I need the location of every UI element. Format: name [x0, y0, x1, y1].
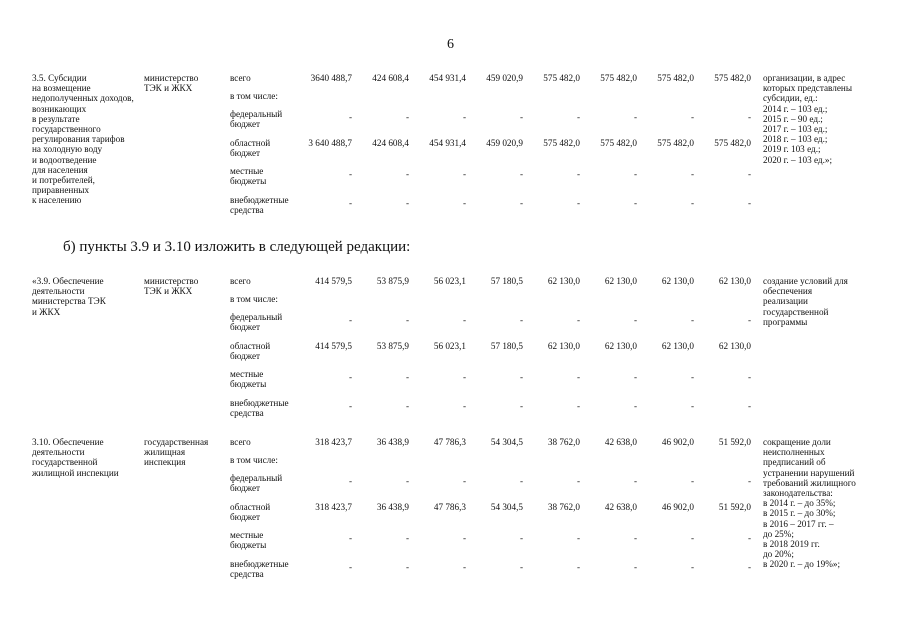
amount-cell: -	[348, 476, 352, 486]
row-title-line: на холодную воду	[32, 144, 103, 155]
amount-cell: 575 482,0	[657, 73, 694, 83]
funding-source-line: федеральный	[230, 312, 283, 322]
amount-cell: 38 762,0	[547, 437, 580, 447]
expected-result-line: устранении нарушений	[763, 467, 855, 478]
amount-cell: 57 180,5	[490, 341, 523, 351]
funding-source-line: бюджет	[230, 119, 261, 130]
amount-cell: -	[690, 562, 694, 572]
amount-cell: 62 130,0	[547, 341, 580, 351]
amount-cell: -	[519, 372, 523, 382]
funding-source-line: местные	[230, 530, 264, 540]
amount-cell: -	[747, 533, 751, 543]
amount-cell: -	[576, 562, 580, 572]
amount-cell: -	[462, 315, 466, 325]
expected-result-line: требований жилищного	[763, 477, 856, 488]
amount-cell: -	[519, 533, 523, 543]
executor-line: инспекция	[144, 457, 186, 468]
funding-source-line: бюджет	[230, 148, 261, 159]
amount-cell: -	[348, 533, 352, 543]
amount-cell: -	[519, 112, 523, 122]
expected-result-line: организации, в адрес	[763, 73, 846, 83]
amount-cell: -	[690, 533, 694, 543]
amount-cell: 62 130,0	[604, 276, 637, 286]
amount-cell: 318 423,7	[315, 502, 352, 512]
amount-cell: 575 482,0	[657, 138, 694, 148]
amount-cell: 54 304,5	[490, 437, 523, 447]
row-title-line: регулирования тарифов	[32, 134, 125, 145]
amount-cell: 56 023,1	[433, 341, 466, 351]
funding-source-line: средства	[230, 408, 264, 419]
row-title	[32, 276, 140, 317]
amount-cell: -	[348, 169, 352, 179]
amount-cell: 46 902,0	[661, 437, 694, 447]
amount-cell: 42 638,0	[604, 437, 637, 447]
amount-cell: -	[462, 169, 466, 179]
funding-source-line: внебюджетные	[230, 195, 289, 205]
amount-cell: -	[405, 372, 409, 382]
executor-line: ТЭК и ЖКХ	[144, 83, 193, 94]
amount-cell: -	[348, 562, 352, 572]
amount-cell: -	[747, 315, 751, 325]
amount-cell: -	[747, 372, 751, 382]
row-title-line: деятельности	[32, 286, 85, 297]
expected-result-line: реализации	[763, 296, 808, 307]
amount-cell: -	[747, 198, 751, 208]
amount-cell: 62 130,0	[718, 341, 751, 351]
row-title-line: недополученных доходов,	[32, 93, 134, 104]
amount-cell: -	[519, 169, 523, 179]
amount-cell: 51 592,0	[718, 437, 751, 447]
amount-cell: 62 130,0	[661, 276, 694, 286]
row-title-line: государственной	[32, 457, 98, 468]
funding-source-line: федеральный	[230, 109, 283, 119]
row-title-line: для населения	[32, 164, 88, 175]
amount-cell: 47 786,3	[433, 437, 466, 447]
amount-cell: -	[576, 315, 580, 325]
amount-cell: -	[690, 112, 694, 122]
amount-cell: 42 638,0	[604, 502, 637, 512]
amount-cell: 62 130,0	[604, 341, 637, 351]
amount-cell: -	[747, 169, 751, 179]
row-title-line: на возмещение	[32, 83, 91, 94]
funding-source-line: бюджет	[230, 322, 261, 333]
amount-cell: 575 482,0	[714, 73, 751, 83]
row-title-line: «3.9. Обеспечение	[32, 276, 104, 286]
amount-cell: -	[633, 112, 637, 122]
row-title	[32, 437, 140, 478]
funding-source-line: бюджеты	[230, 176, 267, 187]
amount-cell: 575 482,0	[600, 138, 637, 148]
amount-cell: -	[690, 169, 694, 179]
expected-result-line: создание условий для	[763, 276, 848, 286]
amount-cell: 459 020,9	[486, 138, 523, 148]
amount-cell: 414 579,5	[315, 341, 352, 351]
executor	[144, 437, 226, 468]
funding-source-label	[230, 455, 304, 465]
funding-source-line: всего	[230, 437, 251, 447]
amount-cell: -	[690, 401, 694, 411]
amount-cell: 454 931,4	[429, 138, 466, 148]
amount-cell: 62 130,0	[661, 341, 694, 351]
amount-cell: -	[576, 476, 580, 486]
row-title-line: и потребителей,	[32, 175, 95, 186]
amount-cell: -	[576, 112, 580, 122]
amount-cell: 53 875,9	[376, 276, 409, 286]
amount-cell: -	[519, 315, 523, 325]
funding-source-line: внебюджетные	[230, 559, 289, 569]
amount-cell: 424 608,4	[372, 73, 409, 83]
expected-result-line: в 2015 г. – до 30%;	[763, 508, 836, 519]
expected-result	[763, 276, 885, 327]
funding-source-label	[230, 91, 304, 101]
executor-line: министерство	[144, 276, 199, 286]
row-title-line: в результате	[32, 113, 80, 124]
row-title-line: и водоотведение	[32, 154, 97, 165]
amount-cell: -	[576, 533, 580, 543]
amount-cell: 47 786,3	[433, 502, 466, 512]
row-title-line: 3.5. Субсидии	[32, 73, 87, 83]
amount-cell: -	[405, 315, 409, 325]
amount-cell: -	[690, 476, 694, 486]
amount-cell: -	[633, 533, 637, 543]
funding-source-line: областной	[230, 341, 271, 351]
amount-cell: 53 875,9	[376, 341, 409, 351]
executor	[144, 276, 226, 296]
amount-cell: -	[519, 198, 523, 208]
expected-result	[763, 73, 885, 165]
amount-cell: -	[519, 562, 523, 572]
row-title-line: 3.10. Обеспечение	[32, 437, 104, 447]
amendment-heading: б) пункты 3.9 и 3.10 изложить в следующей редакции:	[63, 239, 411, 255]
amount-cell: 575 482,0	[714, 138, 751, 148]
expected-result	[763, 437, 885, 570]
amount-cell: 575 482,0	[543, 73, 580, 83]
expected-result-line: до 25%;	[763, 528, 794, 539]
row-title	[32, 73, 140, 206]
amount-cell: 424 608,4	[372, 138, 409, 148]
amount-cell: -	[405, 533, 409, 543]
amount-cell: -	[633, 315, 637, 325]
row-title-line: деятельности	[32, 447, 85, 458]
amount-cell: -	[633, 562, 637, 572]
amount-cell: -	[462, 533, 466, 543]
amount-cell: -	[405, 169, 409, 179]
amount-cell: -	[462, 401, 466, 411]
row-title-line: жилищной инспекции	[32, 467, 119, 478]
expected-result-line: программы	[763, 316, 808, 327]
amount-cell: -	[576, 401, 580, 411]
amount-cell: -	[747, 401, 751, 411]
funding-source-line: средства	[230, 569, 264, 580]
amount-cell: -	[462, 562, 466, 572]
funding-source-line: внебюджетные	[230, 398, 289, 408]
amount-cell: 46 902,0	[661, 502, 694, 512]
funding-source-line: областной	[230, 138, 271, 148]
amount-cell: 56 023,1	[433, 276, 466, 286]
expected-result-line: 2019 г. 103 ед.;	[763, 144, 821, 155]
expected-result-line: до 20%;	[763, 549, 794, 560]
amount-cell: 414 579,5	[315, 276, 352, 286]
expected-result-line: 2018 г. – 103 ед.;	[763, 134, 828, 145]
amount-cell: -	[633, 401, 637, 411]
amount-cell: 51 592,0	[718, 502, 751, 512]
amount-cell: 62 130,0	[547, 276, 580, 286]
expected-result-line: в 2016 – 2017 гг. –	[763, 518, 834, 529]
row-title-line: министерства ТЭК	[32, 296, 106, 307]
funding-source-line: федеральный	[230, 473, 283, 483]
amount-cell: -	[405, 562, 409, 572]
expected-result-line: 2015 г. – 90 ед.;	[763, 113, 823, 124]
amount-cell: 454 931,4	[429, 73, 466, 83]
executor-line: ТЭК и ЖКХ	[144, 286, 193, 297]
funding-source-line: в том числе:	[230, 455, 278, 465]
executor-line: жилищная	[144, 447, 186, 458]
amount-cell: -	[690, 315, 694, 325]
amount-cell: -	[462, 372, 466, 382]
amount-cell: -	[633, 476, 637, 486]
amount-cell: -	[576, 198, 580, 208]
amount-cell: -	[348, 198, 352, 208]
amount-cell: -	[633, 169, 637, 179]
expected-result-line: 2020 г. – 103 ед.»;	[763, 154, 833, 165]
expected-result-line: предписаний об	[763, 457, 826, 468]
amount-cell: -	[462, 198, 466, 208]
amount-cell: -	[348, 372, 352, 382]
expected-result-line: в 2018 2019 гг.	[763, 539, 820, 550]
amount-cell: -	[405, 401, 409, 411]
amount-cell: 318 423,7	[315, 437, 352, 447]
page-number: 6	[447, 37, 454, 52]
funding-source-label	[230, 294, 304, 304]
row-title-line: возникающих	[32, 103, 87, 114]
amount-cell: -	[462, 476, 466, 486]
expected-result-line: в 2014 г. – до 35%;	[763, 498, 836, 509]
expected-result-line: которых представлены	[763, 83, 853, 94]
amount-cell: 38 762,0	[547, 502, 580, 512]
amount-cell: 459 020,9	[486, 73, 523, 83]
amount-cell: -	[348, 112, 352, 122]
amount-cell: -	[519, 476, 523, 486]
funding-source-line: бюджет	[230, 512, 261, 523]
expected-result-line: государственной	[763, 306, 829, 317]
funding-source-line: в том числе:	[230, 91, 278, 101]
amount-cell: 575 482,0	[543, 138, 580, 148]
executor-line: министерство	[144, 73, 199, 83]
expected-result-line: сокращение доли	[763, 437, 831, 447]
amount-cell: -	[462, 112, 466, 122]
funding-source-line: местные	[230, 369, 264, 379]
funding-source-line: бюджет	[230, 351, 261, 362]
expected-result-line: 2014 г. – 103 ед.;	[763, 103, 828, 114]
amount-cell: -	[747, 112, 751, 122]
funding-source-line: в том числе:	[230, 294, 278, 304]
funding-source-line: бюджет	[230, 483, 261, 494]
funding-source-line: областной	[230, 502, 271, 512]
executor	[144, 73, 226, 93]
amount-cell: -	[690, 372, 694, 382]
expected-result-line: обеспечения	[763, 286, 813, 297]
amount-cell: -	[576, 169, 580, 179]
expected-result-line: законодательства:	[763, 488, 833, 499]
row-title-line: к населению	[32, 195, 82, 206]
funding-source-line: местные	[230, 166, 264, 176]
row-title-line: приравненных	[32, 185, 90, 196]
funding-source-line: бюджеты	[230, 540, 267, 551]
amount-cell: -	[633, 372, 637, 382]
amount-cell: 36 438,9	[376, 502, 409, 512]
amount-cell: 575 482,0	[600, 73, 637, 83]
amount-cell: -	[405, 476, 409, 486]
row-title-line: и ЖКХ	[32, 306, 61, 317]
amount-cell: -	[519, 401, 523, 411]
amount-cell: -	[576, 372, 580, 382]
amount-cell: -	[405, 112, 409, 122]
amount-cell: 3 640 488,7	[308, 138, 352, 148]
executor-line: государственная	[144, 437, 209, 447]
amount-cell: -	[348, 315, 352, 325]
amount-cell: -	[747, 562, 751, 572]
funding-source-line: бюджеты	[230, 379, 267, 390]
expected-result-line: в 2020 г. – до 19%»;	[763, 559, 841, 570]
amount-cell: -	[348, 401, 352, 411]
expected-result-line: неисполненных	[763, 447, 825, 458]
expected-result-line: 2017 г. – 103 ед.;	[763, 124, 828, 135]
amount-cell: 57 180,5	[490, 276, 523, 286]
funding-source-line: всего	[230, 73, 251, 83]
amount-cell: -	[690, 198, 694, 208]
amount-cell: -	[405, 198, 409, 208]
amount-cell: 36 438,9	[376, 437, 409, 447]
funding-source-line: всего	[230, 276, 251, 286]
amount-cell: -	[747, 476, 751, 486]
row-title-line: государственного	[32, 124, 101, 135]
amount-cell: 62 130,0	[718, 276, 751, 286]
expected-result-line: субсидии, ед.:	[763, 93, 818, 104]
funding-source-line: средства	[230, 205, 264, 216]
amount-cell: 3640 488,7	[310, 73, 352, 83]
amount-cell: -	[633, 198, 637, 208]
amount-cell: 54 304,5	[490, 502, 523, 512]
